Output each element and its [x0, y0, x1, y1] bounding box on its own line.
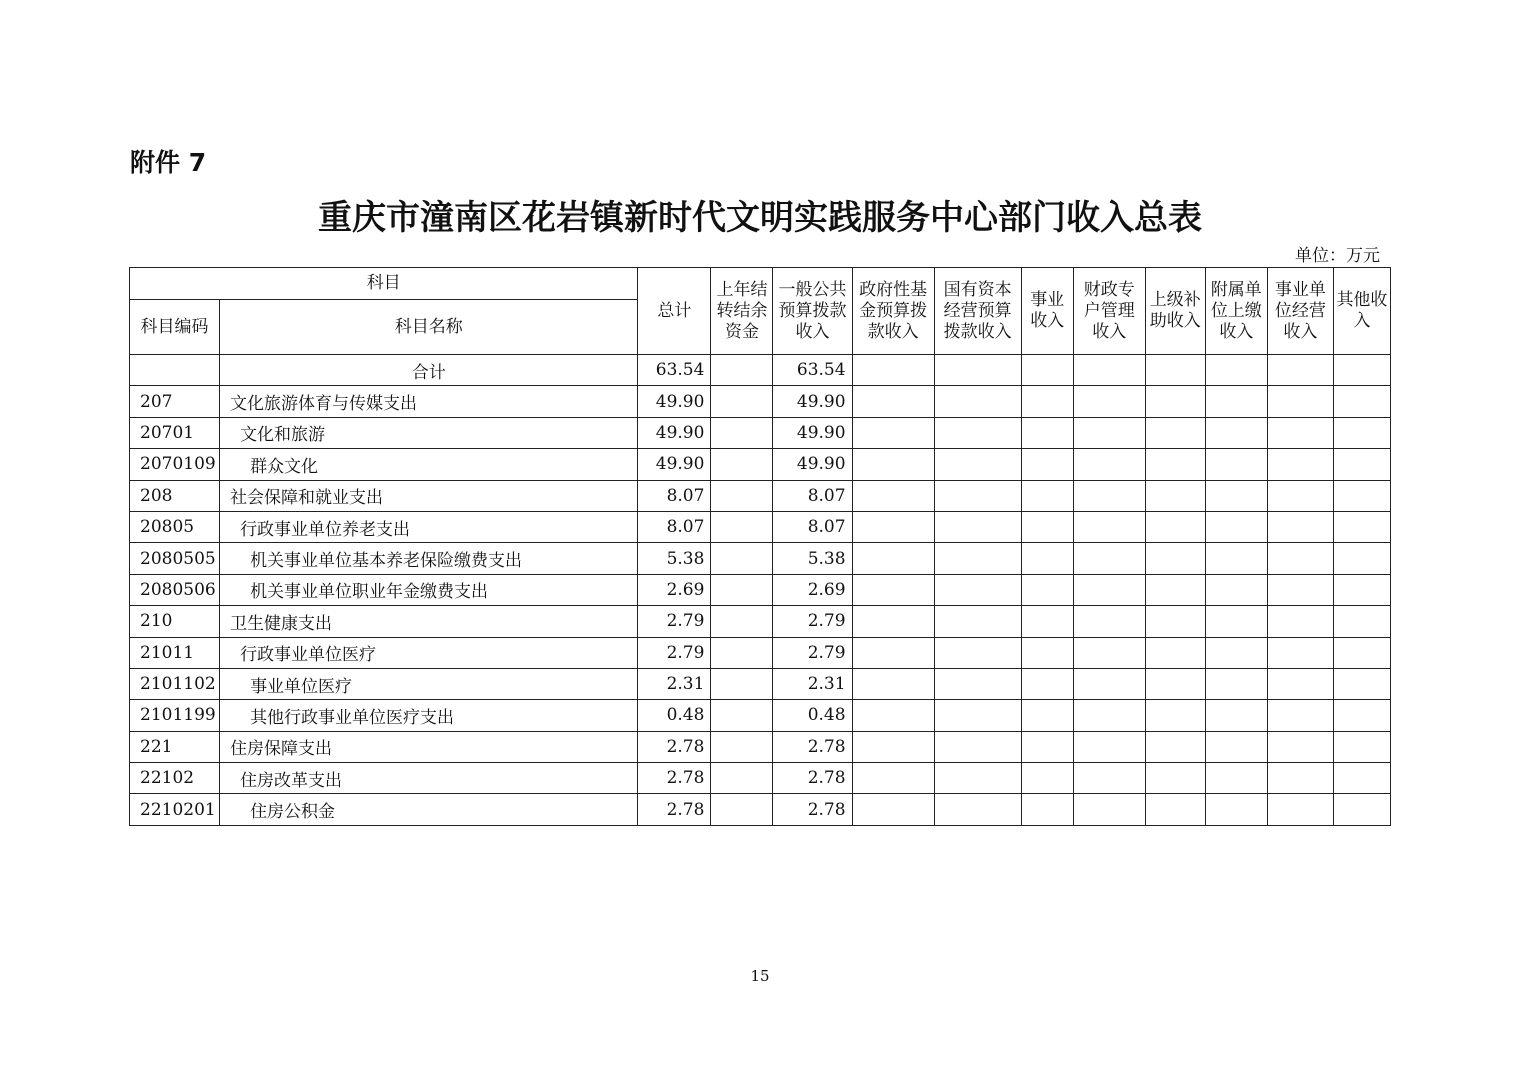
table-row	[130, 763, 1391, 794]
empty-cell	[852, 731, 934, 762]
empty-cell	[1145, 417, 1205, 448]
empty-cell	[1205, 606, 1267, 637]
header-affiliated-payment: 附属单位上缴收入	[1205, 268, 1267, 355]
row-name: 住房公积金	[220, 794, 638, 825]
row-code: 2210201	[130, 794, 220, 825]
row-name: 文化和旅游	[220, 417, 638, 448]
row-code: 221	[130, 731, 220, 762]
empty-cell	[852, 606, 934, 637]
empty-cell	[934, 700, 1021, 731]
empty-cell	[1267, 637, 1333, 668]
empty-cell	[1073, 637, 1145, 668]
empty-cell	[1205, 731, 1267, 762]
table-row	[130, 480, 1391, 511]
document-title: 重庆市潼南区花岩镇新时代文明实践服务中心部门收入总表	[318, 198, 1202, 238]
empty-cell	[852, 543, 934, 574]
row-code: 20805	[130, 511, 220, 542]
row-general-budget: 2.79	[773, 606, 852, 637]
empty-cell	[1073, 731, 1145, 762]
row-name: 机关事业单位职业年金缴费支出	[220, 574, 638, 605]
empty-cell	[1205, 417, 1267, 448]
empty-cell	[1145, 794, 1205, 825]
empty-cell	[1021, 480, 1073, 511]
empty-cell	[1267, 574, 1333, 605]
header-name: 科目名称	[220, 300, 638, 355]
row-general-budget: 2.78	[773, 794, 852, 825]
empty-cell	[1267, 355, 1333, 386]
table-row	[130, 606, 1391, 637]
empty-cell	[852, 700, 934, 731]
row-total: 2.79	[638, 606, 711, 637]
empty-cell	[852, 668, 934, 699]
row-general-budget: 2.78	[773, 731, 852, 762]
empty-cell	[852, 480, 934, 511]
empty-cell	[852, 574, 934, 605]
empty-cell	[1145, 449, 1205, 480]
table-row	[130, 449, 1391, 480]
empty-cell	[934, 763, 1021, 794]
empty-cell	[1333, 794, 1390, 825]
empty-cell	[711, 637, 773, 668]
table-row	[130, 731, 1391, 762]
empty-cell	[711, 574, 773, 605]
empty-cell	[852, 794, 934, 825]
empty-cell	[1021, 449, 1073, 480]
row-total: 5.38	[638, 543, 711, 574]
empty-cell	[852, 449, 934, 480]
empty-cell	[1073, 480, 1145, 511]
empty-cell	[1205, 794, 1267, 825]
header-unit-operation: 事业单位经营收入	[1267, 268, 1333, 355]
empty-cell	[1267, 480, 1333, 511]
row-total: 8.07	[638, 480, 711, 511]
row-general-budget: 8.07	[773, 511, 852, 542]
empty-cell	[711, 543, 773, 574]
row-code: 2080505	[130, 543, 220, 574]
table-row	[130, 668, 1391, 699]
empty-cell	[852, 637, 934, 668]
empty-cell	[1333, 700, 1390, 731]
empty-cell	[1333, 606, 1390, 637]
empty-cell	[934, 355, 1021, 386]
row-code: 210	[130, 606, 220, 637]
empty-cell	[1267, 417, 1333, 448]
empty-cell	[1073, 700, 1145, 731]
row-general-budget: 49.90	[773, 386, 852, 417]
empty-cell	[1021, 794, 1073, 825]
empty-cell	[934, 731, 1021, 762]
row-general-budget: 2.79	[773, 637, 852, 668]
row-code: 20701	[130, 417, 220, 448]
empty-cell	[1205, 543, 1267, 574]
table-row	[130, 417, 1391, 448]
empty-cell	[711, 731, 773, 762]
table-row	[130, 543, 1391, 574]
empty-cell	[1021, 763, 1073, 794]
empty-cell	[1021, 574, 1073, 605]
empty-cell	[1145, 386, 1205, 417]
empty-cell	[1267, 606, 1333, 637]
empty-cell	[1073, 763, 1145, 794]
empty-cell	[1073, 606, 1145, 637]
empty-cell	[934, 511, 1021, 542]
empty-cell	[1073, 543, 1145, 574]
table-row	[130, 794, 1391, 825]
row-total: 2.78	[638, 731, 711, 762]
empty-cell	[1021, 417, 1073, 448]
empty-cell	[1021, 637, 1073, 668]
empty-cell	[934, 637, 1021, 668]
empty-cell	[1073, 449, 1145, 480]
empty-cell	[1205, 668, 1267, 699]
table-row	[130, 637, 1391, 668]
empty-cell	[934, 386, 1021, 417]
empty-cell	[1333, 543, 1390, 574]
empty-cell	[711, 511, 773, 542]
row-general-budget: 2.78	[773, 763, 852, 794]
empty-cell	[1333, 480, 1390, 511]
row-name: 其他行政事业单位医疗支出	[220, 700, 638, 731]
empty-cell	[934, 417, 1021, 448]
header-total: 总计	[638, 268, 711, 355]
empty-cell	[852, 511, 934, 542]
row-name: 机关事业单位基本养老保险缴费支出	[220, 543, 638, 574]
header-code: 科目编码	[130, 300, 220, 355]
row-total: 49.90	[638, 386, 711, 417]
empty-cell	[1145, 731, 1205, 762]
row-total: 2.69	[638, 574, 711, 605]
empty-cell	[711, 668, 773, 699]
empty-cell	[711, 794, 773, 825]
header-business-income: 事业收入	[1021, 268, 1073, 355]
empty-cell	[1205, 480, 1267, 511]
empty-cell	[1267, 731, 1333, 762]
row-general-budget: 49.90	[773, 449, 852, 480]
table-row	[130, 511, 1391, 542]
row-name: 文化旅游体育与传媒支出	[220, 386, 638, 417]
empty-cell	[1073, 574, 1145, 605]
empty-cell	[934, 794, 1021, 825]
row-name: 卫生健康支出	[220, 606, 638, 637]
empty-cell	[1333, 668, 1390, 699]
empty-cell	[1021, 511, 1073, 542]
header-subject: 科目	[130, 268, 638, 300]
row-total: 2.78	[638, 763, 711, 794]
empty-cell	[1333, 386, 1390, 417]
row-name: 事业单位医疗	[220, 668, 638, 699]
row-general-budget: 5.38	[773, 543, 852, 574]
empty-cell	[1205, 449, 1267, 480]
empty-cell	[1333, 731, 1390, 762]
empty-cell	[934, 543, 1021, 574]
table-row	[130, 574, 1391, 605]
empty-cell	[711, 355, 773, 386]
empty-cell	[1145, 606, 1205, 637]
summary-total: 63.54	[638, 355, 711, 386]
attachment-label: 附件 7	[130, 148, 207, 177]
empty-cell	[1021, 668, 1073, 699]
row-general-budget: 8.07	[773, 480, 852, 511]
row-code: 21011	[130, 637, 220, 668]
empty-cell	[1073, 417, 1145, 448]
empty-cell	[1205, 574, 1267, 605]
empty-cell	[1145, 637, 1205, 668]
page-number: 15	[750, 967, 770, 985]
empty-cell	[1267, 449, 1333, 480]
empty-cell	[711, 700, 773, 731]
empty-cell	[1205, 355, 1267, 386]
header-state-capital: 国有资本经营预算拨款收入	[934, 268, 1021, 355]
empty-cell	[852, 355, 934, 386]
empty-cell	[1267, 668, 1333, 699]
empty-cell	[1021, 355, 1073, 386]
row-name: 群众文化	[220, 449, 638, 480]
row-name: 社会保障和就业支出	[220, 480, 638, 511]
row-name: 住房改革支出	[220, 763, 638, 794]
empty-cell	[1267, 794, 1333, 825]
row-total: 49.90	[638, 417, 711, 448]
empty-cell	[852, 386, 934, 417]
header-gov-fund: 政府性基金预算拨款收入	[852, 268, 934, 355]
row-name: 行政事业单位医疗	[220, 637, 638, 668]
row-general-budget: 0.48	[773, 700, 852, 731]
empty-cell	[1333, 511, 1390, 542]
empty-cell	[1267, 543, 1333, 574]
header-other-income: 其他收入	[1333, 268, 1390, 355]
empty-cell	[1205, 511, 1267, 542]
row-code: 2080506	[130, 574, 220, 605]
empty-cell	[1267, 763, 1333, 794]
row-general-budget: 2.69	[773, 574, 852, 605]
empty-cell	[1205, 763, 1267, 794]
empty-cell	[934, 480, 1021, 511]
empty-cell	[1205, 637, 1267, 668]
row-name: 住房保障支出	[220, 731, 638, 762]
row-total: 8.07	[638, 511, 711, 542]
row-name: 行政事业单位养老支出	[220, 511, 638, 542]
empty-cell	[711, 763, 773, 794]
empty-cell	[852, 763, 934, 794]
empty-cell	[1333, 763, 1390, 794]
summary-label: 合计	[220, 355, 638, 386]
empty-cell	[934, 449, 1021, 480]
empty-cell	[1145, 763, 1205, 794]
empty-cell	[852, 417, 934, 448]
empty-cell	[1073, 668, 1145, 699]
empty-cell	[1145, 543, 1205, 574]
empty-cell	[1145, 480, 1205, 511]
row-code: 2101102	[130, 668, 220, 699]
empty-cell	[1267, 700, 1333, 731]
empty-cell	[1205, 700, 1267, 731]
empty-cell	[1333, 449, 1390, 480]
table-row	[130, 386, 1391, 417]
unit-label: 单位：万元	[1295, 246, 1380, 266]
empty-cell	[1073, 511, 1145, 542]
empty-cell	[1021, 386, 1073, 417]
empty-cell	[1073, 355, 1145, 386]
empty-cell	[1267, 386, 1333, 417]
empty-cell	[1073, 386, 1145, 417]
empty-cell	[1267, 511, 1333, 542]
empty-cell	[1333, 574, 1390, 605]
empty-cell	[1145, 700, 1205, 731]
empty-cell	[1333, 355, 1390, 386]
empty-cell	[1145, 355, 1205, 386]
row-total: 2.31	[638, 668, 711, 699]
row-code: 2070109	[130, 449, 220, 480]
header-general-budget: 一般公共预算拨款收入	[773, 268, 852, 355]
empty-cell	[1333, 417, 1390, 448]
empty-cell	[934, 574, 1021, 605]
empty-cell	[711, 480, 773, 511]
empty-cell	[1333, 637, 1390, 668]
summary-row	[130, 355, 1391, 386]
empty-cell	[934, 668, 1021, 699]
empty-cell	[1145, 668, 1205, 699]
row-total: 2.79	[638, 637, 711, 668]
empty-cell	[1021, 606, 1073, 637]
table-row	[130, 700, 1391, 731]
empty-cell	[1205, 386, 1267, 417]
row-code: 22102	[130, 763, 220, 794]
empty-cell	[1145, 511, 1205, 542]
row-total: 49.90	[638, 449, 711, 480]
summary-code-cell	[130, 355, 220, 386]
empty-cell	[1073, 794, 1145, 825]
row-total: 2.78	[638, 794, 711, 825]
row-general-budget: 49.90	[773, 417, 852, 448]
empty-cell	[711, 449, 773, 480]
summary-general-budget: 63.54	[773, 355, 852, 386]
empty-cell	[711, 417, 773, 448]
empty-cell	[1021, 700, 1073, 731]
header-superior-subsidy: 上级补助收入	[1145, 268, 1205, 355]
income-summary-table	[129, 267, 1391, 826]
row-code: 208	[130, 480, 220, 511]
header-carryover: 上年结转结余资金	[711, 268, 773, 355]
header-fiscal-special: 财政专户管理收入	[1073, 268, 1145, 355]
empty-cell	[934, 606, 1021, 637]
row-total: 0.48	[638, 700, 711, 731]
empty-cell	[1021, 543, 1073, 574]
empty-cell	[1145, 574, 1205, 605]
empty-cell	[711, 606, 773, 637]
row-code: 2101199	[130, 700, 220, 731]
empty-cell	[1021, 731, 1073, 762]
empty-cell	[711, 386, 773, 417]
row-general-budget: 2.31	[773, 668, 852, 699]
row-code: 207	[130, 386, 220, 417]
